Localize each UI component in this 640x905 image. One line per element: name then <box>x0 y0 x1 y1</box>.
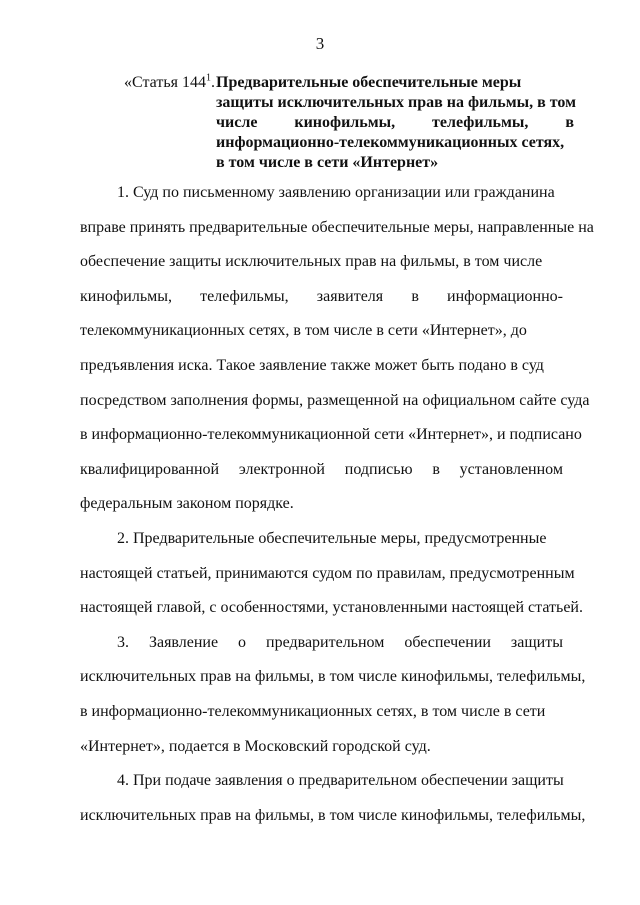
article-title-line: защиты исключительных прав на фильмы, в том <box>216 94 576 111</box>
word: квалифицированной <box>80 460 220 478</box>
paragraph-line: предъявления иска. Такое заявление также может быть подано в суд <box>80 356 544 374</box>
word: предварительном <box>266 633 385 651</box>
paragraph-line <box>80 453 563 488</box>
paragraph-line: исключительных прав на фильмы, в том числе кинофильмы, телефильмы, <box>80 806 586 824</box>
word: подписью <box>344 460 413 478</box>
paragraph-line: 1. Суд по письменному заявлению организации или гражданина <box>117 184 555 201</box>
paragraph-line: 2. Предварительные обеспечительные меры, предусмотренные <box>117 529 547 547</box>
word: телефильмы, <box>200 287 289 305</box>
word: Заявление <box>148 633 219 651</box>
word: о <box>238 633 247 651</box>
paragraph-line: исключительных прав на фильмы, в том числе кинофильмы, телефильмы, <box>80 668 586 686</box>
paragraph-line: настоящей статьей, принимаются судом по правилам, предусмотренным <box>80 564 575 582</box>
paragraph-line: телекоммуникационных сетях, в том числе в сети «Интернет», до <box>80 322 527 340</box>
paragraph-line: обеспечение защиты исключительных прав на фильмы, в том числе <box>80 253 543 271</box>
page-number: 3 <box>315 34 325 53</box>
word: в <box>565 114 574 131</box>
word: обеспечении <box>404 633 491 651</box>
paragraph-line <box>80 280 563 315</box>
word: телефильмы, <box>432 114 529 131</box>
article-title <box>216 73 574 173</box>
paragraph-line: федеральным законом порядке. <box>80 495 294 513</box>
article-number: «Статья $144^1$. <box>124 72 215 91</box>
paragraph-3 <box>80 626 586 764</box>
word: защиты <box>510 633 563 651</box>
word: установленном <box>459 460 563 478</box>
paragraph-line: в информационно-телекоммуникационной сети «Интернет», и подписано <box>80 426 582 444</box>
paragraph-line: в информационно-телекоммуникационных сетях, в том числе в сети <box>80 702 546 720</box>
word: электронной <box>238 460 325 478</box>
paragraph-line <box>80 626 563 661</box>
word: числе <box>216 114 258 131</box>
paragraph-2 <box>80 522 583 626</box>
article-title-line: в том числе в сети «Интернет» <box>216 154 439 171</box>
article-heading <box>124 73 574 173</box>
paragraph-4 <box>80 764 586 833</box>
word: заявителя <box>316 287 384 305</box>
word: кинофильмы, <box>80 287 172 305</box>
article-title-line <box>216 113 574 133</box>
word: 3. <box>117 633 129 651</box>
article-title-line: Предварительные обеспечительные меры <box>216 74 522 91</box>
word: в <box>411 287 419 305</box>
article-title-line: информационно-телекоммуникационных сетях, <box>216 134 565 151</box>
paragraph-line: вправе принять предварительные обеспечительные меры, направленные на <box>80 218 594 236</box>
document-body <box>80 176 594 833</box>
word: информационно- <box>447 287 563 305</box>
paragraph-line: настоящей главой, с особенностями, установленными настоящей статьей. <box>80 599 583 617</box>
word: в <box>432 460 440 478</box>
paragraph-line: 4. При подаче заявления о предварительном обеспечении защиты <box>117 772 564 790</box>
paragraph-line: «Интернет», подается в Московский городской суд. <box>80 737 431 755</box>
paragraph-1 <box>80 176 594 522</box>
paragraph-line: посредством заполнения формы, размещенной на официальном сайте суда <box>80 391 590 409</box>
word: кинофильмы, <box>294 114 396 131</box>
